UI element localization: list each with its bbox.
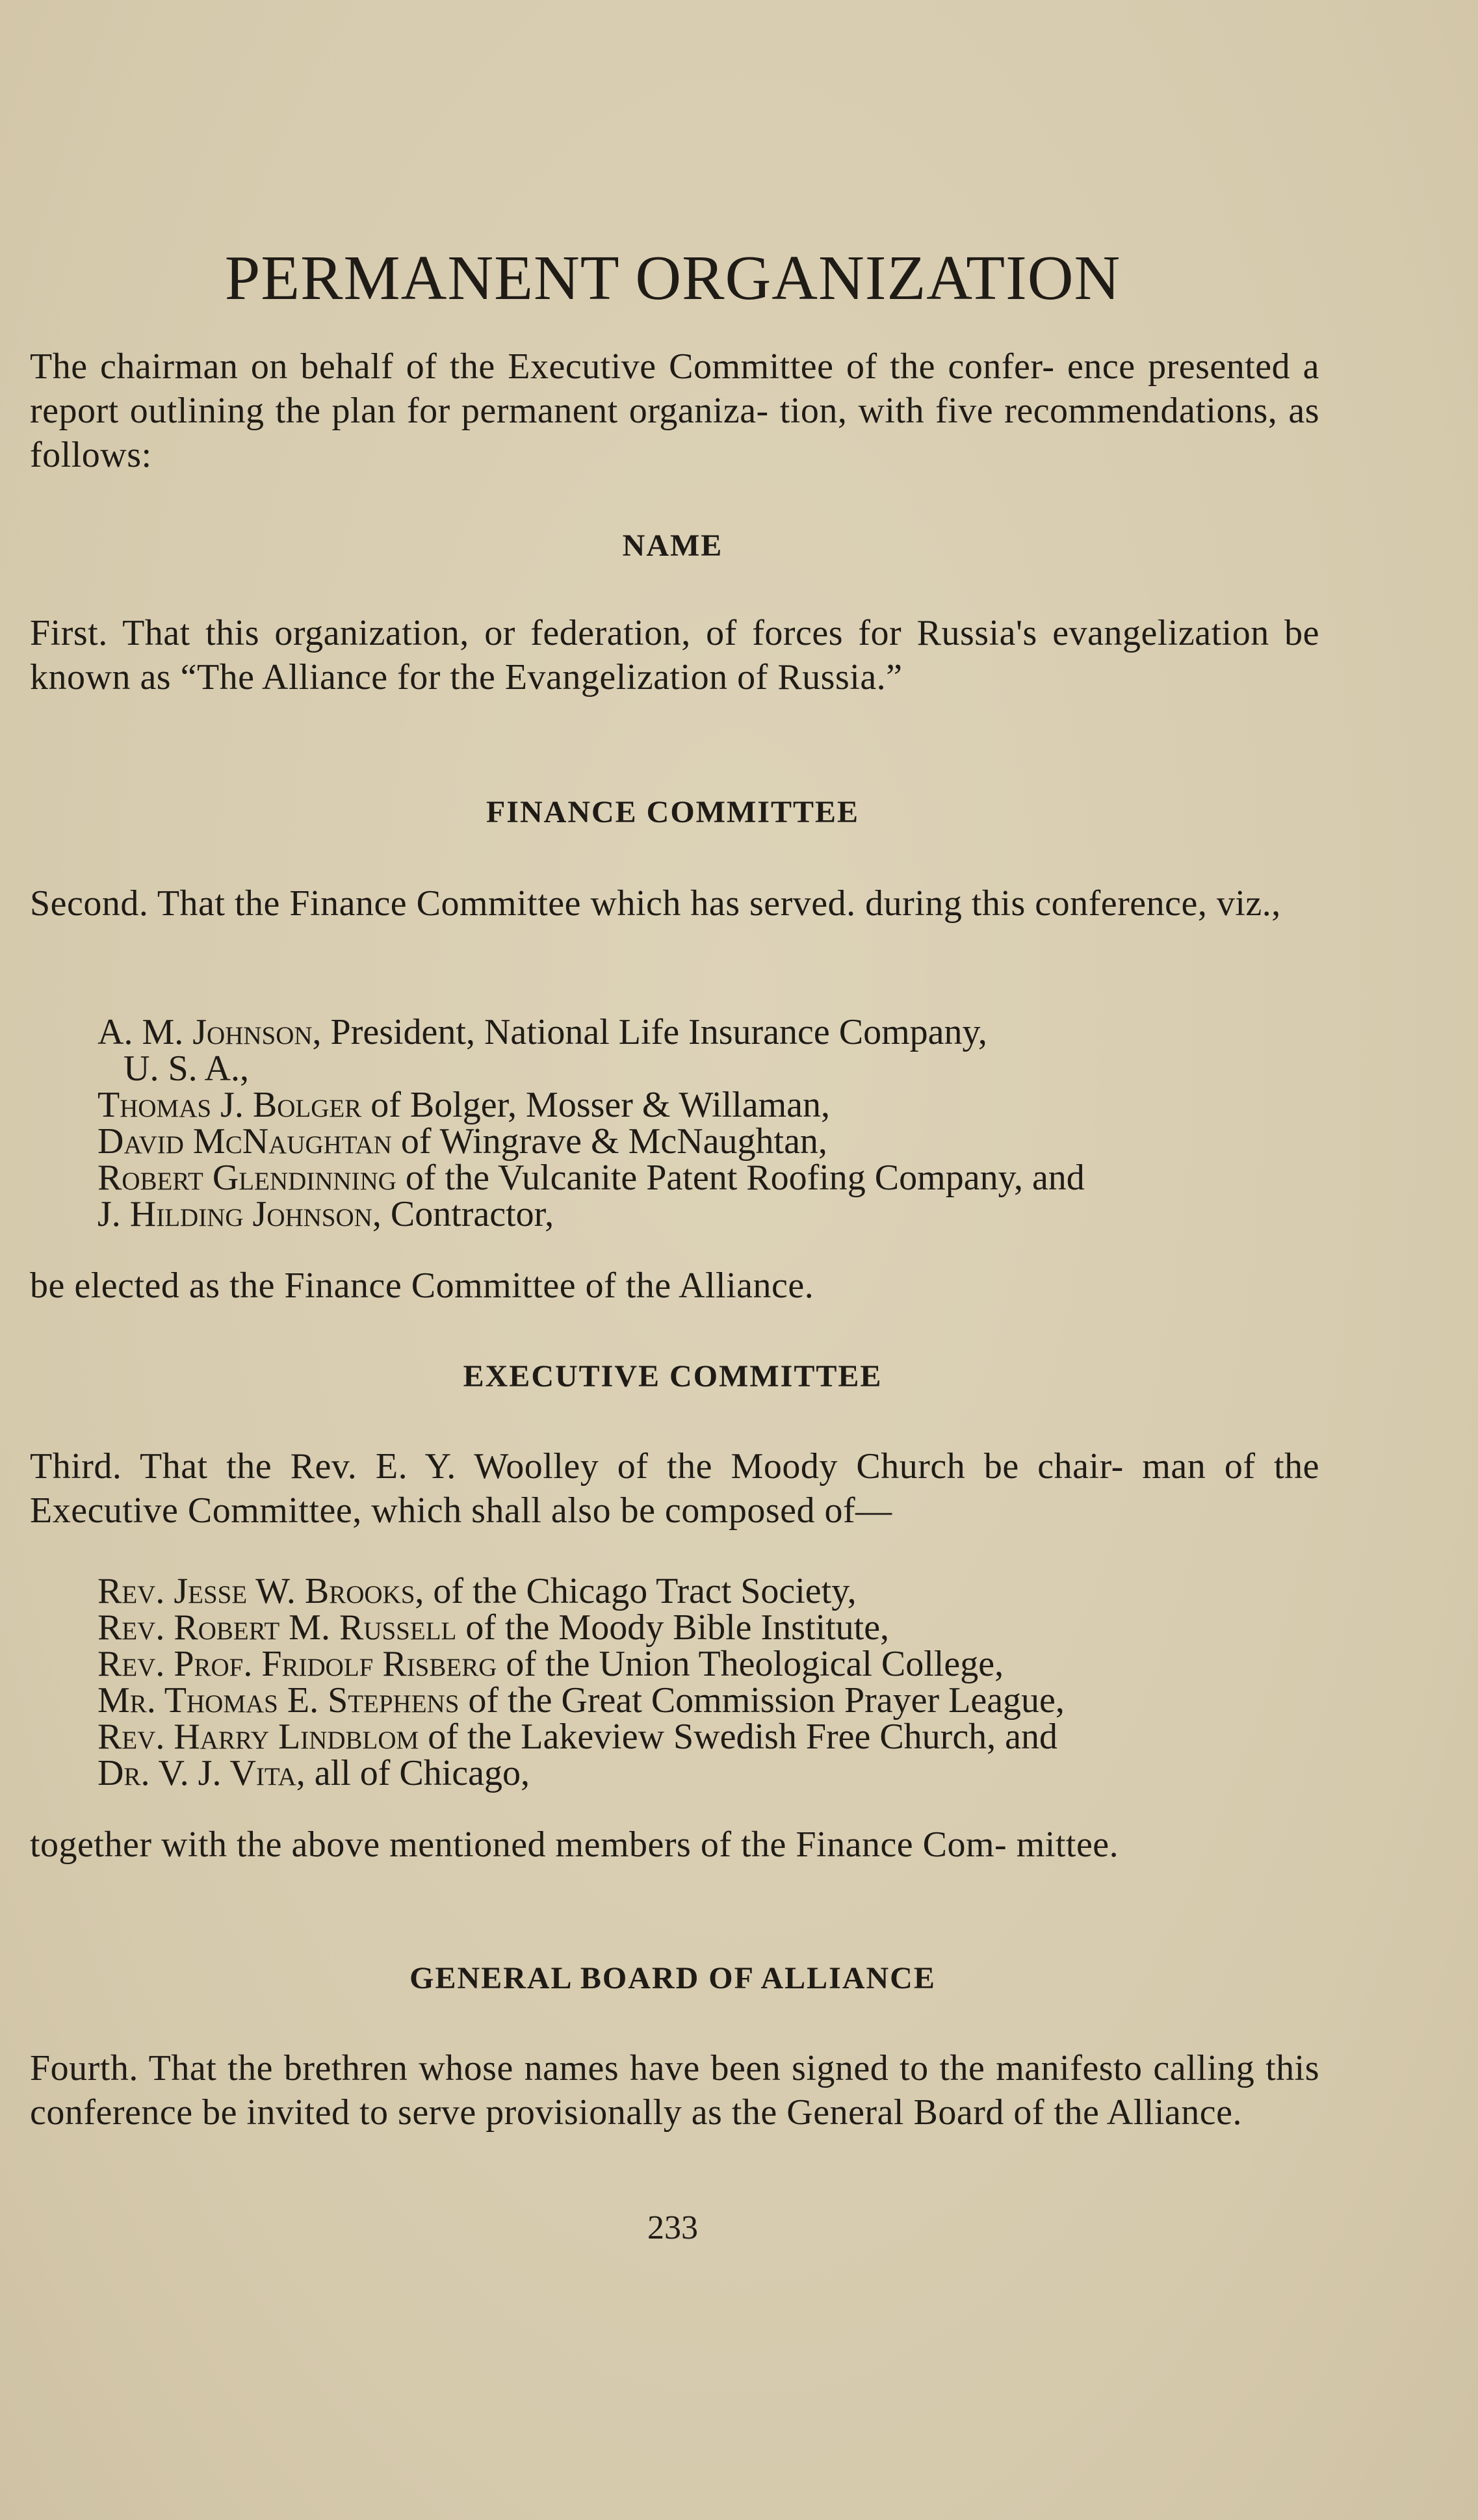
- executive-closing-paragraph: [30, 1823, 1319, 1867]
- executive-member-list: [97, 1573, 1319, 1791]
- list-item: [97, 1755, 1319, 1791]
- member-name: Rev. Jesse W. Brooks,: [97, 1571, 424, 1611]
- list-item: [97, 1573, 1319, 1609]
- finance-member-list: [97, 1014, 1319, 1232]
- member-detail: Contractor,: [381, 1194, 554, 1234]
- executive-closing-text: together with the above mentioned members of the Finance Com- mittee.: [30, 1825, 1119, 1865]
- general-board-text: Fourth. That the brethren whose names have been signed to the manifesto calling this conference be invited to serve provisionally as the General Board of the Alliance.: [30, 2048, 1319, 2133]
- executive-text: Third. That the Rev. E. Y. Woolley of the Moody Church be chair- man of the Executive Committee, which shall also be composed of—: [30, 1446, 1319, 1531]
- list-item: [97, 1682, 1319, 1719]
- list-item: [97, 1646, 1319, 1682]
- member-name: A. M. Johnson,: [97, 1012, 322, 1052]
- list-item: [97, 1609, 1319, 1646]
- member-detail: of the Chicago Tract Society,: [424, 1571, 857, 1611]
- heading-executive: EXECUTIVE COMMITTEE: [463, 1359, 883, 1394]
- member-detail: of Wingrave & McNaughtan,: [391, 1121, 827, 1162]
- intro-text: The chairman on behalf of the Executive Committee of the confer- ence presented a report outlining the plan for permanent organiza- tion, with five recommendations, as follows:: [30, 346, 1319, 475]
- list-item: [97, 1087, 1319, 1123]
- member-detail: of the Lakeview Swedish Free Church, and: [419, 1717, 1058, 1757]
- member-name: Rev. Harry Lindblom: [97, 1717, 419, 1757]
- member-name: David McNaughtan: [97, 1121, 392, 1162]
- list-item: [97, 1719, 1319, 1755]
- page-number: 233: [647, 2209, 698, 2246]
- list-item: [97, 1050, 1319, 1087]
- member-name: Dr. V. J. Vita,: [97, 1753, 305, 1793]
- member-name: Thomas J. Bolger: [97, 1085, 362, 1125]
- member-detail: of the Great Commission Prayer League,: [459, 1680, 1065, 1721]
- list-item: [97, 1196, 1319, 1232]
- name-paragraph: [30, 611, 1319, 699]
- member-detail: of the Union Theological College,: [497, 1644, 1004, 1684]
- general-board-paragraph: [30, 2046, 1319, 2135]
- member-detail: of the Moody Bible Institute,: [456, 1607, 890, 1648]
- name-text: First. That this organization, or federation, of forces for Russia's evangelization be known as “The Alliance for the Evangelization of Russia.”: [30, 613, 1319, 697]
- member-detail: of the Vulcanite Patent Roofing Company, and: [396, 1158, 1085, 1198]
- member-name: Rev. Robert M. Russell: [97, 1607, 457, 1648]
- heading-name: NAME: [622, 528, 723, 563]
- heading-general-board: GENERAL BOARD OF ALLIANCE: [409, 1961, 936, 1995]
- member-detail: all of Chicago,: [305, 1753, 530, 1793]
- member-detail: of Bolger, Mosser & Willaman,: [361, 1085, 831, 1125]
- intro-paragraph: [30, 344, 1319, 477]
- list-item: [97, 1014, 1319, 1050]
- finance-paragraph: [30, 881, 1319, 926]
- finance-closing-paragraph: [30, 1264, 1319, 1308]
- page-title: PERMANENT ORGANIZATION: [224, 243, 1121, 313]
- executive-paragraph: [30, 1444, 1319, 1533]
- finance-text: Second. That the Finance Committee which has served. during this conference, viz.,: [30, 883, 1281, 924]
- heading-finance: FINANCE COMMITTEE: [486, 795, 860, 829]
- member-detail: U. S. A.,: [123, 1048, 249, 1089]
- list-item: [97, 1160, 1319, 1196]
- list-item: [97, 1123, 1319, 1160]
- member-detail: President, National Life Insurance Company,: [321, 1012, 987, 1052]
- finance-closing-text: be elected as the Finance Committee of the Alliance.: [30, 1266, 814, 1306]
- member-name: Robert Glendinning: [97, 1158, 396, 1198]
- member-name: J. Hilding Johnson,: [97, 1194, 382, 1234]
- member-name: Rev. Prof. Fridolf Risberg: [97, 1644, 497, 1684]
- member-name: Mr. Thomas E. Stephens: [97, 1680, 460, 1721]
